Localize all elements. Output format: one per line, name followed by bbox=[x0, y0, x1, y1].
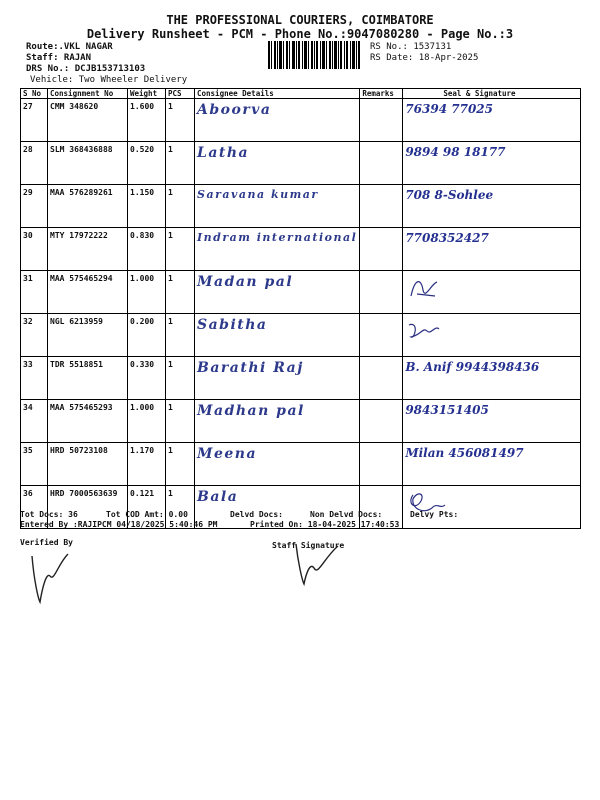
cell-consignment: MAA 575465294 bbox=[48, 271, 128, 314]
cell-consignment: CMM 348620 bbox=[48, 99, 128, 142]
cell-pcs: 1 bbox=[166, 357, 195, 400]
cell-signature: B. Anif 9944398436 bbox=[403, 357, 581, 400]
table-row bbox=[21, 99, 581, 142]
cell-sno: 35 bbox=[21, 443, 48, 486]
total-cod: Tot COD Amt: 0.00 bbox=[106, 510, 188, 519]
cell-consignment: MTY 17972222 bbox=[48, 228, 128, 271]
table-row bbox=[21, 357, 581, 400]
cell-consignee: Madhan pal bbox=[195, 400, 360, 443]
cell-weight: 1.000 bbox=[128, 400, 166, 443]
cell-consignee: Latha bbox=[195, 142, 360, 185]
printed-on: Printed On: 18-04-2025 17:40:53 bbox=[250, 520, 400, 529]
cell-pcs: 1 bbox=[166, 99, 195, 142]
table-row bbox=[21, 400, 581, 443]
cell-weight: 0.121 bbox=[128, 486, 166, 529]
vehicle: Vehicle: Two Wheeler Delivery bbox=[30, 75, 188, 85]
cell-weight: 0.200 bbox=[128, 314, 166, 357]
cell-consignment: MAA 575465293 bbox=[48, 400, 128, 443]
cell-signature: 708 8-Sohlee bbox=[403, 185, 581, 228]
cell-sno: 32 bbox=[21, 314, 48, 357]
cell-consignment: SLM 368436888 bbox=[48, 142, 128, 185]
cell-weight: 1.000 bbox=[128, 271, 166, 314]
drs-number: DRS No.: DCJB153713103 bbox=[26, 64, 146, 74]
cell-remarks bbox=[360, 228, 403, 271]
cell-sno: 28 bbox=[21, 142, 48, 185]
table-row bbox=[21, 228, 581, 271]
col-sno: S No bbox=[21, 89, 48, 99]
cell-sno: 33 bbox=[21, 357, 48, 400]
cell-pcs: 1 bbox=[166, 314, 195, 357]
verified-by-label: Verified By bbox=[20, 538, 73, 547]
cell-consignment: TDR 5518851 bbox=[48, 357, 128, 400]
cell-remarks bbox=[360, 185, 403, 228]
delivery-points: Delvy Pts: bbox=[410, 510, 459, 519]
cell-pcs: 1 bbox=[166, 400, 195, 443]
non-delivered-docs: Non Delvd Docs: bbox=[310, 510, 383, 519]
cell-weight: 1.170 bbox=[128, 443, 166, 486]
cell-remarks bbox=[360, 357, 403, 400]
cell-pcs: 1 bbox=[166, 185, 195, 228]
cell-consignee: Aboorva bbox=[195, 99, 360, 142]
cell-pcs: 1 bbox=[166, 142, 195, 185]
cell-consignment: NGL 6213959 bbox=[48, 314, 128, 357]
cell-pcs: 1 bbox=[166, 271, 195, 314]
signature-scribble bbox=[405, 317, 445, 345]
cell-remarks bbox=[360, 400, 403, 443]
table-header-row bbox=[21, 89, 581, 99]
cell-consignment: HRD 50723108 bbox=[48, 443, 128, 486]
table-row bbox=[21, 314, 581, 357]
col-seal: Seal & Signature bbox=[403, 89, 581, 99]
cell-weight: 0.330 bbox=[128, 357, 166, 400]
cell-remarks bbox=[360, 314, 403, 357]
runsheet-table bbox=[20, 88, 581, 529]
cell-weight: 1.150 bbox=[128, 185, 166, 228]
cell-weight: 0.520 bbox=[128, 142, 166, 185]
cell-weight: 1.600 bbox=[128, 99, 166, 142]
cell-pcs: 1 bbox=[166, 486, 195, 529]
cell-remarks bbox=[360, 271, 403, 314]
cell-sno: 31 bbox=[21, 271, 48, 314]
cell-signature bbox=[403, 486, 581, 529]
table-row bbox=[21, 185, 581, 228]
cell-sno: 36 bbox=[21, 486, 48, 529]
cell-consignee: Madan pal bbox=[195, 271, 360, 314]
staff: Staff: RAJAN bbox=[26, 53, 92, 63]
cell-pcs: 1 bbox=[166, 228, 195, 271]
staff-signature bbox=[290, 540, 350, 588]
cell-remarks bbox=[360, 142, 403, 185]
table-row bbox=[21, 443, 581, 486]
cell-signature bbox=[403, 271, 581, 314]
cell-consignee: Saravana kumar bbox=[195, 185, 360, 228]
verifier-signature bbox=[28, 550, 78, 606]
col-weight: Weight bbox=[128, 89, 166, 99]
staff-signature-label: Staff Signature bbox=[272, 541, 345, 550]
cell-consignment: HRD 7000563639 bbox=[48, 486, 128, 529]
cell-remarks bbox=[360, 99, 403, 142]
cell-pcs: 1 bbox=[166, 443, 195, 486]
delivered-docs: Delvd Docs: bbox=[230, 510, 283, 519]
cell-consignment: MAA 576289261 bbox=[48, 185, 128, 228]
signature-scribble bbox=[405, 274, 445, 302]
company-title: THE PROFESSIONAL COURIERS, COIMBATORE bbox=[166, 13, 434, 27]
cell-signature: 9894 98 18177 bbox=[403, 142, 581, 185]
rs-date: RS Date: 18-Apr-2025 bbox=[370, 53, 479, 63]
cell-weight: 0.830 bbox=[128, 228, 166, 271]
runsheet-subtitle: Delivery Runsheet - PCM - Phone No.:9047080280 - Page No.:3 bbox=[86, 27, 514, 41]
route: Route:.VKL NAGAR bbox=[26, 42, 113, 52]
cell-signature: 7708352427 bbox=[403, 228, 581, 271]
cell-consignee: Sabitha bbox=[195, 314, 360, 357]
table-row bbox=[21, 142, 581, 185]
total-docs: Tot Docs: 36 bbox=[20, 510, 78, 519]
barcode bbox=[268, 41, 360, 69]
cell-signature: 9843151405 bbox=[403, 400, 581, 443]
cell-signature bbox=[403, 314, 581, 357]
cell-sno: 29 bbox=[21, 185, 48, 228]
cell-sno: 30 bbox=[21, 228, 48, 271]
cell-signature: 76394 77025 bbox=[403, 99, 581, 142]
table-row bbox=[21, 271, 581, 314]
cell-consignee: Barathi Raj bbox=[195, 357, 360, 400]
cell-sno: 27 bbox=[21, 99, 48, 142]
col-remarks: Remarks bbox=[360, 89, 403, 99]
cell-consignee: Indram international bbox=[195, 228, 360, 271]
cell-consignee: Bala bbox=[195, 486, 360, 529]
cell-remarks bbox=[360, 443, 403, 486]
entered-by: Entered By :RAJIPCM 04/18/2025 5:40:46 PM bbox=[20, 520, 218, 529]
rs-number: RS No.: 1537131 bbox=[370, 42, 452, 52]
cell-sno: 34 bbox=[21, 400, 48, 443]
col-consignment: Consignment No bbox=[48, 89, 128, 99]
cell-signature: Milan 456081497 bbox=[403, 443, 581, 486]
cell-consignee: Meena bbox=[195, 443, 360, 486]
col-consignee: Consignee Details bbox=[195, 89, 360, 99]
col-pcs: PCS bbox=[166, 89, 195, 99]
